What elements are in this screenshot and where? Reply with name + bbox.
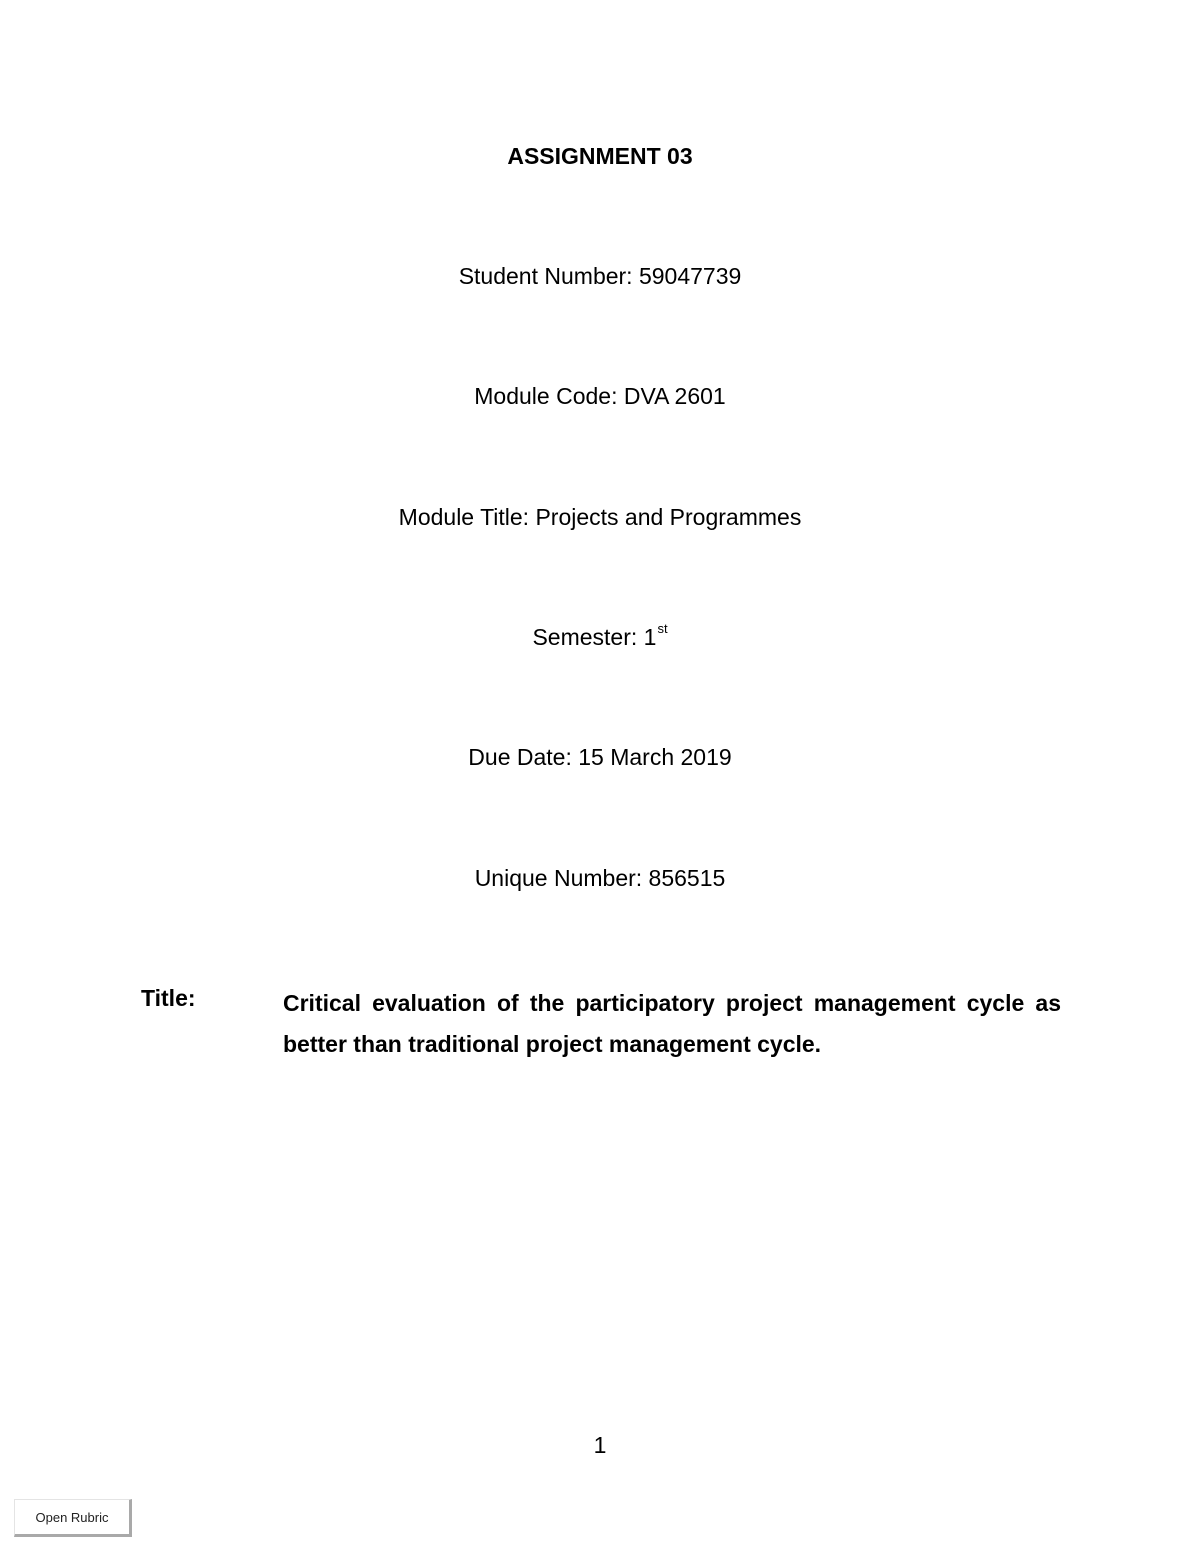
module-title: Module Title: Projects and Programmes — [398, 504, 802, 530]
assignment-title: Critical evaluation of the participatory project management cycle as better than traditional project management cycle. — [283, 990, 1061, 1057]
open-rubric-button[interactable]: Open Rubric — [14, 1499, 132, 1537]
assignment-heading: ASSIGNMENT 03 — [507, 143, 693, 169]
module-code: Module Code: DVA 2601 — [474, 383, 726, 409]
page-number: 1 — [593, 1432, 607, 1458]
semester-label: Semester: 1 — [532, 624, 657, 650]
due-date: Due Date: 15 March 2019 — [468, 744, 732, 770]
title-label: Title: — [141, 985, 196, 1011]
semester-ordinal-suffix: st — [657, 621, 668, 636]
unique-number: Unique Number: 856515 — [474, 865, 726, 891]
semester-line — [0, 622, 1200, 652]
student-number: Student Number: 59047739 — [458, 263, 742, 289]
